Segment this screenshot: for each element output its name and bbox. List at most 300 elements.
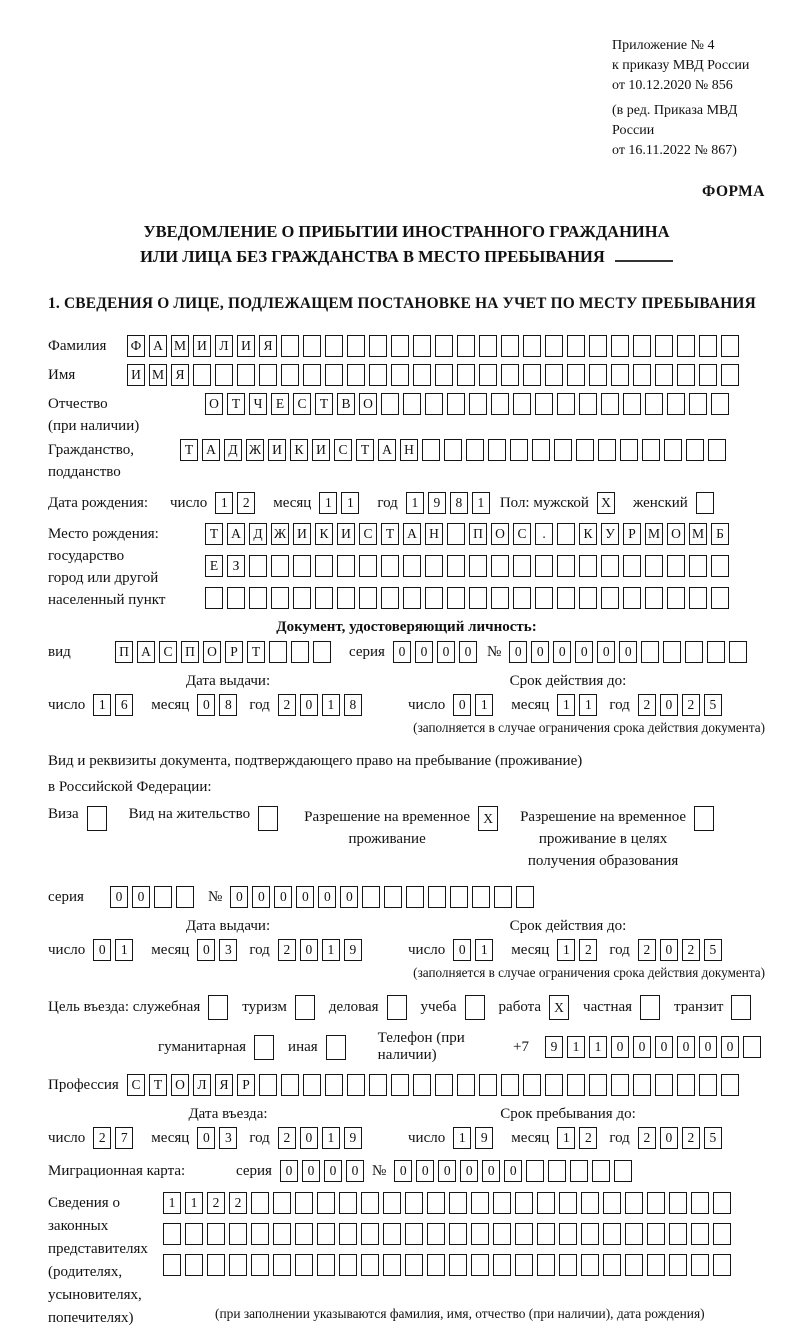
char-box[interactable] — [655, 1074, 673, 1096]
char-box[interactable] — [444, 439, 462, 461]
char-box[interactable] — [339, 1254, 357, 1276]
char-box[interactable] — [721, 364, 739, 386]
char-box[interactable] — [325, 364, 343, 386]
char-box[interactable]: 5 — [704, 939, 722, 961]
char-box[interactable] — [435, 1074, 453, 1096]
char-box[interactable] — [237, 364, 255, 386]
char-box[interactable]: 5 — [704, 1127, 722, 1149]
char-box[interactable]: 2 — [237, 492, 255, 514]
char-box[interactable] — [685, 641, 703, 663]
char-box[interactable]: 1 — [115, 939, 133, 961]
char-box[interactable]: О — [359, 393, 377, 415]
char-box[interactable] — [425, 393, 443, 415]
char-box[interactable] — [369, 335, 387, 357]
char-box[interactable]: 8 — [344, 694, 362, 716]
char-box[interactable] — [713, 1223, 731, 1245]
char-box[interactable] — [603, 1254, 621, 1276]
char-box[interactable] — [623, 393, 641, 415]
char-box[interactable]: 0 — [252, 886, 270, 908]
char-box[interactable] — [645, 393, 663, 415]
char-box[interactable] — [633, 364, 651, 386]
char-box[interactable] — [347, 1074, 365, 1096]
char-box[interactable] — [667, 393, 685, 415]
char-box[interactable] — [359, 555, 377, 577]
char-box[interactable] — [369, 364, 387, 386]
char-box[interactable] — [427, 1254, 445, 1276]
char-box[interactable]: 1 — [322, 1127, 340, 1149]
char-box[interactable] — [207, 1254, 225, 1276]
char-box[interactable] — [193, 364, 211, 386]
char-box[interactable]: 0 — [677, 1036, 695, 1058]
checkbox-cell[interactable] — [254, 1035, 274, 1060]
char-box[interactable] — [501, 364, 519, 386]
char-box[interactable] — [313, 641, 331, 663]
char-box[interactable]: 5 — [704, 694, 722, 716]
char-box[interactable] — [425, 555, 443, 577]
char-box[interactable]: 9 — [344, 939, 362, 961]
char-box[interactable] — [361, 1254, 379, 1276]
char-box[interactable] — [493, 1223, 511, 1245]
char-box[interactable] — [501, 1074, 519, 1096]
char-box[interactable] — [491, 393, 509, 415]
char-box[interactable] — [383, 1223, 401, 1245]
char-box[interactable] — [711, 587, 729, 609]
char-box[interactable]: Б — [711, 523, 729, 545]
char-box[interactable] — [510, 439, 528, 461]
char-box[interactable]: 0 — [302, 1160, 320, 1182]
char-box[interactable] — [361, 1223, 379, 1245]
char-box[interactable]: 1 — [163, 1192, 181, 1214]
char-box[interactable]: 2 — [638, 1127, 656, 1149]
checkbox-cell[interactable] — [326, 1035, 346, 1060]
char-box[interactable] — [295, 1192, 313, 1214]
char-box[interactable]: Н — [425, 523, 443, 545]
char-box[interactable] — [325, 335, 343, 357]
char-box[interactable]: 1 — [567, 1036, 585, 1058]
char-box[interactable] — [711, 555, 729, 577]
char-box[interactable] — [347, 335, 365, 357]
char-box[interactable] — [403, 587, 421, 609]
char-box[interactable] — [689, 393, 707, 415]
char-box[interactable]: Л — [215, 335, 233, 357]
char-box[interactable] — [381, 393, 399, 415]
char-box[interactable]: Е — [205, 555, 223, 577]
char-box[interactable] — [557, 393, 575, 415]
char-box[interactable]: О — [205, 393, 223, 415]
char-box[interactable] — [592, 1160, 610, 1182]
checkbox-cell[interactable] — [208, 995, 228, 1020]
char-box[interactable] — [708, 439, 726, 461]
char-box[interactable] — [471, 1192, 489, 1214]
char-box[interactable]: С — [159, 641, 177, 663]
char-box[interactable]: М — [689, 523, 707, 545]
char-box[interactable]: 0 — [280, 1160, 298, 1182]
char-box[interactable]: О — [171, 1074, 189, 1096]
checkbox-cell[interactable] — [258, 806, 278, 831]
char-box[interactable]: А — [149, 335, 167, 357]
char-box[interactable]: 2 — [638, 939, 656, 961]
char-box[interactable]: С — [293, 393, 311, 415]
char-box[interactable] — [667, 555, 685, 577]
char-box[interactable] — [537, 1254, 555, 1276]
char-box[interactable] — [339, 1192, 357, 1214]
char-box[interactable] — [535, 393, 553, 415]
char-box[interactable]: С — [513, 523, 531, 545]
char-box[interactable] — [391, 364, 409, 386]
char-box[interactable] — [491, 555, 509, 577]
char-box[interactable] — [317, 1192, 335, 1214]
char-box[interactable] — [721, 1074, 739, 1096]
char-box[interactable] — [647, 1223, 665, 1245]
char-box[interactable] — [689, 587, 707, 609]
char-box[interactable] — [645, 555, 663, 577]
char-box[interactable]: А — [202, 439, 220, 461]
char-box[interactable] — [677, 364, 695, 386]
char-box[interactable] — [449, 1223, 467, 1245]
char-box[interactable] — [515, 1192, 533, 1214]
char-box[interactable] — [557, 587, 575, 609]
char-box[interactable]: Я — [215, 1074, 233, 1096]
char-box[interactable]: М — [171, 335, 189, 357]
char-box[interactable]: 0 — [340, 886, 358, 908]
char-box[interactable]: Т — [205, 523, 223, 545]
char-box[interactable] — [515, 1223, 533, 1245]
char-box[interactable] — [677, 1074, 695, 1096]
char-box[interactable] — [642, 439, 660, 461]
char-box[interactable] — [229, 1223, 247, 1245]
char-box[interactable] — [154, 886, 172, 908]
char-box[interactable]: Р — [237, 1074, 255, 1096]
char-box[interactable] — [413, 364, 431, 386]
char-box[interactable]: С — [334, 439, 352, 461]
char-box[interactable]: П — [469, 523, 487, 545]
char-box[interactable]: 0 — [300, 939, 318, 961]
char-box[interactable] — [567, 335, 585, 357]
char-box[interactable] — [567, 1074, 585, 1096]
char-box[interactable]: 0 — [655, 1036, 673, 1058]
char-box[interactable] — [611, 335, 629, 357]
char-box[interactable] — [721, 335, 739, 357]
char-box[interactable] — [501, 335, 519, 357]
char-box[interactable]: 1 — [475, 694, 493, 716]
char-box[interactable] — [447, 523, 465, 545]
char-box[interactable]: 0 — [296, 886, 314, 908]
char-box[interactable] — [548, 1160, 566, 1182]
char-box[interactable]: И — [337, 523, 355, 545]
char-box[interactable]: А — [403, 523, 421, 545]
char-box[interactable]: X — [597, 492, 615, 514]
char-box[interactable] — [664, 439, 682, 461]
char-box[interactable]: А — [227, 523, 245, 545]
char-box[interactable] — [362, 886, 380, 908]
char-box[interactable]: И — [268, 439, 286, 461]
char-box[interactable]: 0 — [274, 886, 292, 908]
char-box[interactable] — [515, 1254, 533, 1276]
char-box[interactable] — [559, 1223, 577, 1245]
char-box[interactable] — [293, 555, 311, 577]
char-box[interactable] — [713, 1192, 731, 1214]
checkbox-cell[interactable] — [731, 995, 751, 1020]
char-box[interactable] — [325, 1074, 343, 1096]
char-box[interactable]: 0 — [324, 1160, 342, 1182]
char-box[interactable] — [381, 587, 399, 609]
char-box[interactable]: 9 — [344, 1127, 362, 1149]
char-box[interactable]: 3 — [219, 939, 237, 961]
char-box[interactable] — [339, 1223, 357, 1245]
char-box[interactable] — [227, 587, 245, 609]
char-box[interactable]: 3 — [219, 1127, 237, 1149]
char-box[interactable]: 9 — [475, 1127, 493, 1149]
char-box[interactable]: 1 — [341, 492, 359, 514]
char-box[interactable]: 0 — [230, 886, 248, 908]
char-box[interactable] — [623, 587, 641, 609]
char-box[interactable]: А — [378, 439, 396, 461]
char-box[interactable]: Д — [249, 523, 267, 545]
char-box[interactable]: И — [312, 439, 330, 461]
char-box[interactable] — [229, 1254, 247, 1276]
char-box[interactable] — [545, 364, 563, 386]
char-box[interactable] — [457, 335, 475, 357]
char-box[interactable]: Т — [180, 439, 198, 461]
char-box[interactable]: Ф — [127, 335, 145, 357]
char-box[interactable]: 1 — [185, 1192, 203, 1214]
char-box[interactable]: 0 — [394, 1160, 412, 1182]
char-box[interactable] — [469, 587, 487, 609]
char-box[interactable]: З — [227, 555, 245, 577]
char-box[interactable] — [383, 1254, 401, 1276]
char-box[interactable] — [655, 335, 673, 357]
char-box[interactable] — [589, 1074, 607, 1096]
char-box[interactable]: 0 — [453, 694, 471, 716]
char-box[interactable]: 1 — [406, 492, 424, 514]
char-box[interactable] — [361, 1192, 379, 1214]
char-box[interactable] — [251, 1254, 269, 1276]
char-box[interactable] — [391, 335, 409, 357]
char-box[interactable]: О — [203, 641, 221, 663]
char-box[interactable] — [554, 439, 572, 461]
char-box[interactable] — [405, 1254, 423, 1276]
char-box[interactable] — [403, 393, 421, 415]
char-box[interactable] — [713, 1254, 731, 1276]
char-box[interactable] — [677, 335, 695, 357]
char-box[interactable]: Т — [381, 523, 399, 545]
char-box[interactable] — [707, 641, 725, 663]
char-box[interactable] — [405, 1192, 423, 1214]
char-box[interactable]: Я — [259, 335, 277, 357]
char-box[interactable] — [513, 555, 531, 577]
char-box[interactable] — [729, 641, 747, 663]
char-box[interactable]: 2 — [579, 939, 597, 961]
char-box[interactable] — [249, 587, 267, 609]
char-box[interactable] — [295, 1254, 313, 1276]
char-box[interactable]: Ж — [271, 523, 289, 545]
char-box[interactable] — [347, 364, 365, 386]
char-box[interactable] — [513, 393, 531, 415]
char-box[interactable] — [315, 587, 333, 609]
char-box[interactable] — [611, 1074, 629, 1096]
char-box[interactable]: 1 — [557, 694, 575, 716]
char-box[interactable] — [251, 1223, 269, 1245]
char-box[interactable] — [645, 587, 663, 609]
checkbox-cell[interactable] — [694, 806, 714, 831]
char-box[interactable] — [559, 1254, 577, 1276]
char-box[interactable] — [691, 1223, 709, 1245]
char-box[interactable] — [281, 1074, 299, 1096]
char-box[interactable]: 0 — [416, 1160, 434, 1182]
char-box[interactable]: Т — [315, 393, 333, 415]
char-box[interactable] — [207, 1223, 225, 1245]
char-box[interactable] — [523, 335, 541, 357]
checkbox-cell[interactable] — [640, 995, 660, 1020]
char-box[interactable] — [623, 555, 641, 577]
char-box[interactable]: С — [127, 1074, 145, 1096]
char-box[interactable] — [403, 555, 421, 577]
char-box[interactable]: 0 — [553, 641, 571, 663]
char-box[interactable] — [559, 1192, 577, 1214]
char-box[interactable]: 0 — [660, 694, 678, 716]
char-box[interactable]: Т — [227, 393, 245, 415]
char-box[interactable] — [176, 886, 194, 908]
char-box[interactable]: 0 — [619, 641, 637, 663]
char-box[interactable] — [669, 1223, 687, 1245]
char-box[interactable]: 2 — [682, 694, 700, 716]
char-box[interactable] — [427, 1192, 445, 1214]
char-box[interactable] — [691, 1192, 709, 1214]
char-box[interactable]: 2 — [278, 1127, 296, 1149]
char-box[interactable] — [281, 364, 299, 386]
char-box[interactable] — [545, 1074, 563, 1096]
char-box[interactable] — [655, 364, 673, 386]
char-box[interactable] — [215, 364, 233, 386]
char-box[interactable]: 1 — [322, 694, 340, 716]
char-box[interactable] — [523, 1074, 541, 1096]
char-box[interactable] — [337, 555, 355, 577]
char-box[interactable]: И — [127, 364, 145, 386]
char-box[interactable] — [557, 555, 575, 577]
char-box[interactable]: 1 — [472, 492, 490, 514]
char-box[interactable] — [663, 641, 681, 663]
char-box[interactable]: 1 — [322, 939, 340, 961]
char-box[interactable]: 9 — [545, 1036, 563, 1058]
char-box[interactable] — [625, 1223, 643, 1245]
char-box[interactable] — [391, 1074, 409, 1096]
char-box[interactable] — [689, 555, 707, 577]
char-box[interactable] — [469, 393, 487, 415]
char-box[interactable] — [633, 335, 651, 357]
char-box[interactable]: К — [290, 439, 308, 461]
char-box[interactable]: 0 — [393, 641, 411, 663]
char-box[interactable] — [249, 555, 267, 577]
char-box[interactable] — [185, 1223, 203, 1245]
char-box[interactable]: 1 — [589, 1036, 607, 1058]
char-box[interactable] — [293, 587, 311, 609]
char-box[interactable] — [422, 439, 440, 461]
char-box[interactable]: 2 — [579, 1127, 597, 1149]
char-box[interactable] — [570, 1160, 588, 1182]
char-box[interactable] — [491, 587, 509, 609]
char-box[interactable]: 0 — [318, 886, 336, 908]
char-box[interactable]: 0 — [633, 1036, 651, 1058]
char-box[interactable] — [271, 555, 289, 577]
char-box[interactable] — [581, 1254, 599, 1276]
char-box[interactable] — [579, 587, 597, 609]
char-box[interactable] — [526, 1160, 544, 1182]
char-box[interactable]: 0 — [300, 694, 318, 716]
char-box[interactable] — [581, 1192, 599, 1214]
checkbox-cell[interactable] — [465, 995, 485, 1020]
char-box[interactable] — [447, 393, 465, 415]
char-box[interactable] — [641, 641, 659, 663]
char-box[interactable]: 0 — [110, 886, 128, 908]
char-box[interactable] — [269, 641, 287, 663]
char-box[interactable]: О — [667, 523, 685, 545]
char-box[interactable]: К — [579, 523, 597, 545]
char-box[interactable] — [428, 886, 446, 908]
char-box[interactable] — [384, 886, 402, 908]
char-box[interactable]: 8 — [219, 694, 237, 716]
char-box[interactable]: 0 — [660, 1127, 678, 1149]
char-box[interactable]: Л — [193, 1074, 211, 1096]
char-box[interactable] — [369, 1074, 387, 1096]
char-box[interactable]: 2 — [207, 1192, 225, 1214]
checkbox-cell[interactable] — [295, 995, 315, 1020]
char-box[interactable] — [435, 335, 453, 357]
char-box[interactable]: 0 — [721, 1036, 739, 1058]
char-box[interactable] — [163, 1223, 181, 1245]
char-box[interactable]: М — [645, 523, 663, 545]
char-box[interactable]: 0 — [575, 641, 593, 663]
char-box[interactable] — [425, 587, 443, 609]
checkbox-cell[interactable]: X — [549, 995, 569, 1020]
char-box[interactable]: 0 — [459, 641, 477, 663]
char-box[interactable]: 0 — [660, 939, 678, 961]
char-box[interactable] — [686, 439, 704, 461]
char-box[interactable] — [494, 886, 512, 908]
char-box[interactable]: Т — [247, 641, 265, 663]
char-box[interactable]: Р — [623, 523, 641, 545]
char-box[interactable]: 0 — [197, 939, 215, 961]
char-box[interactable] — [667, 587, 685, 609]
char-box[interactable]: 0 — [453, 939, 471, 961]
char-box[interactable] — [471, 1254, 489, 1276]
char-box[interactable] — [647, 1254, 665, 1276]
char-box[interactable] — [669, 1254, 687, 1276]
char-box[interactable] — [406, 886, 424, 908]
char-box[interactable] — [413, 335, 431, 357]
char-box[interactable]: 0 — [611, 1036, 629, 1058]
char-box[interactable]: 0 — [132, 886, 150, 908]
char-box[interactable]: 1 — [215, 492, 233, 514]
char-box[interactable] — [273, 1223, 291, 1245]
char-box[interactable]: И — [237, 335, 255, 357]
char-box[interactable] — [545, 335, 563, 357]
char-box[interactable]: Н — [400, 439, 418, 461]
char-box[interactable] — [466, 439, 484, 461]
char-box[interactable] — [633, 1074, 651, 1096]
char-box[interactable]: У — [601, 523, 619, 545]
char-box[interactable] — [469, 555, 487, 577]
char-box[interactable] — [259, 364, 277, 386]
char-box[interactable]: М — [149, 364, 167, 386]
char-box[interactable] — [163, 1254, 181, 1276]
char-box[interactable] — [303, 364, 321, 386]
char-box[interactable]: 0 — [460, 1160, 478, 1182]
char-box[interactable]: И — [193, 335, 211, 357]
char-box[interactable]: 1 — [557, 1127, 575, 1149]
char-box[interactable]: П — [115, 641, 133, 663]
char-box[interactable] — [603, 1223, 621, 1245]
char-box[interactable] — [601, 587, 619, 609]
